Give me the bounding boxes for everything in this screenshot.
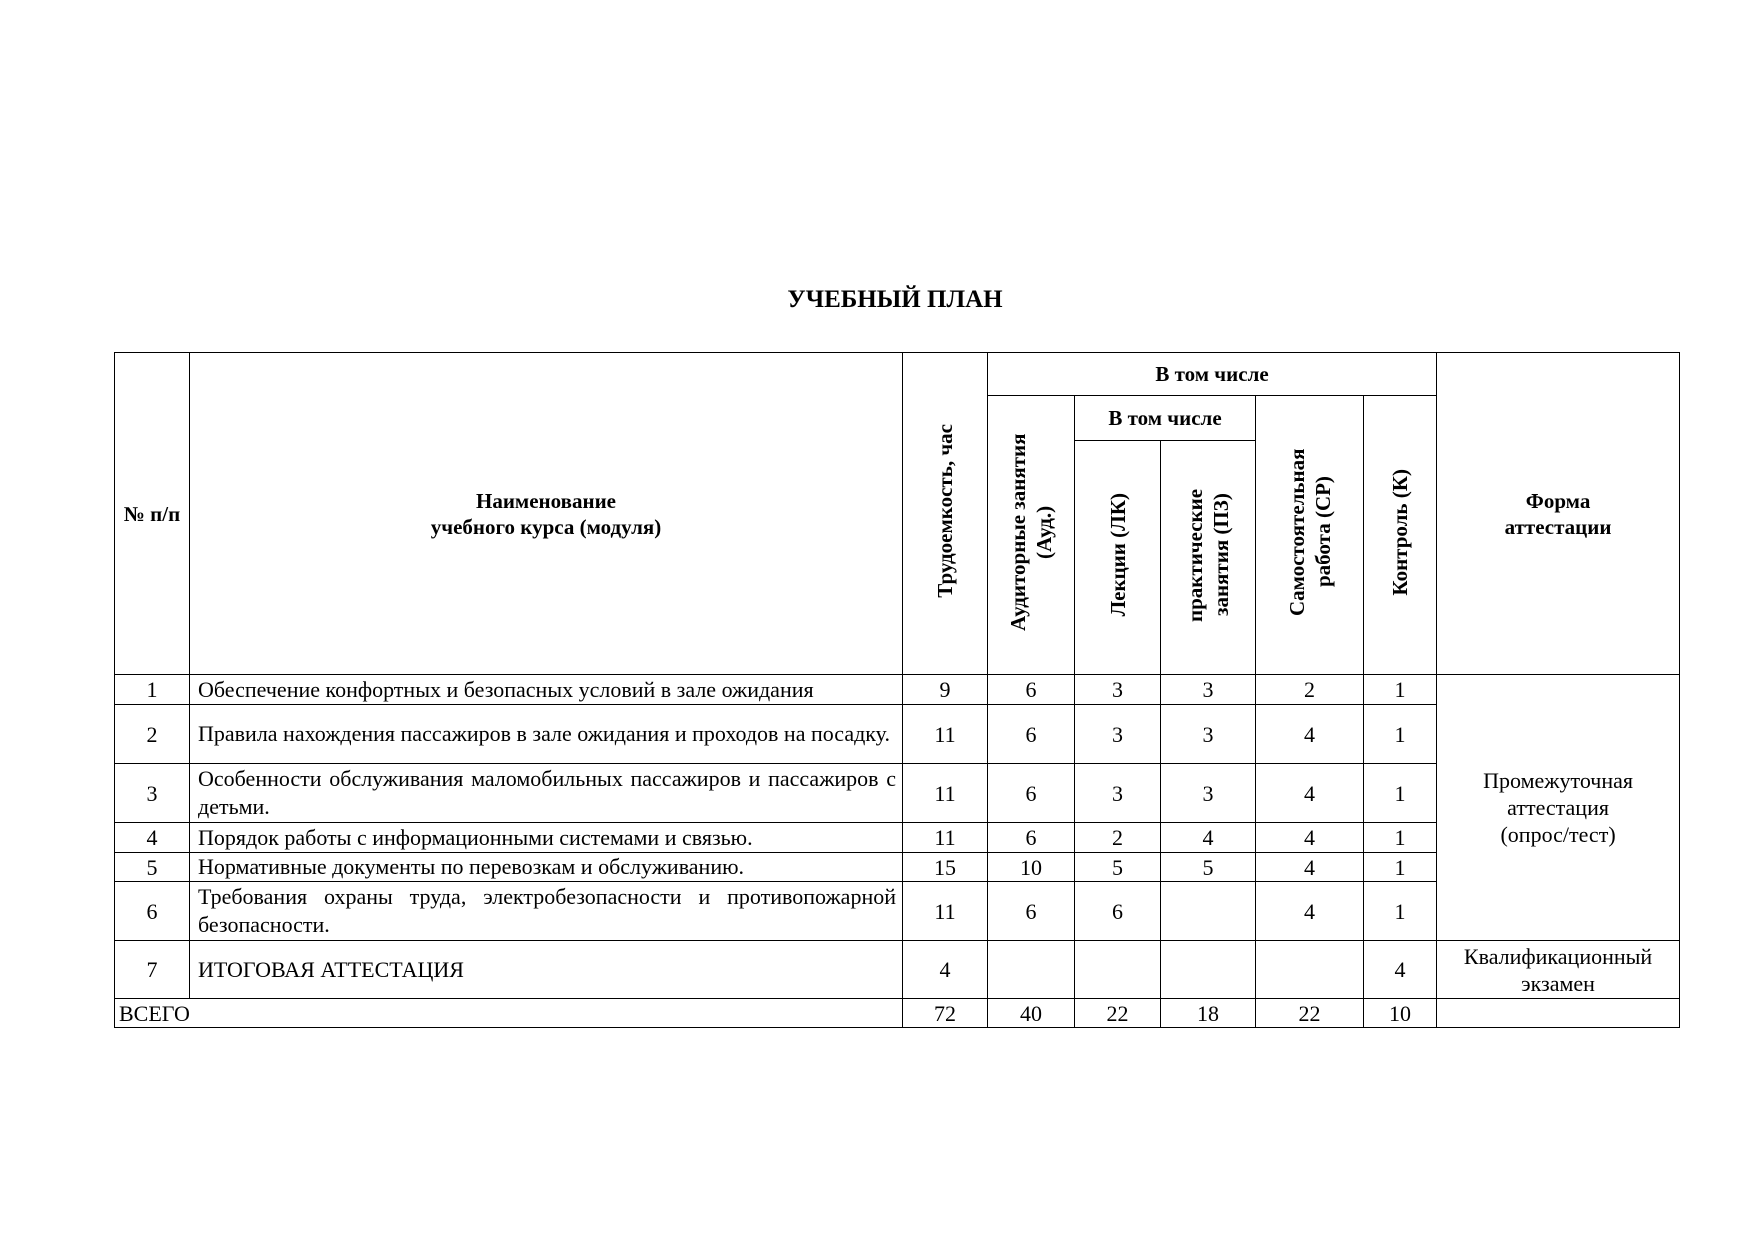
row-sr: 4 [1256,853,1364,882]
header-auditory [988,396,1075,675]
row-lk: 3 [1075,675,1161,705]
row-hours: 11 [903,882,988,941]
row-lk: 3 [1075,705,1161,764]
total-row [115,999,1680,1028]
row-k: 4 [1364,941,1437,999]
header-hours-label: Трудоемкость, час [933,423,957,598]
form-final-line2: экзамен [1521,970,1595,996]
header-selfwork-label: Самостоятельная работа (СР) [1284,448,1335,616]
row-sr [1256,941,1364,999]
row-aud [988,941,1075,999]
row-hours: 4 [903,941,988,999]
row-pz: 5 [1161,853,1256,882]
total-hours: 72 [903,999,988,1028]
row-num: 6 [115,882,190,941]
total-lk: 22 [1075,999,1161,1028]
row-pz: 4 [1161,823,1256,853]
form-intermediate-line3: (опрос/тест) [1500,822,1616,847]
row-num: 4 [115,823,190,853]
row-k: 1 [1364,675,1437,705]
header-control [1364,396,1437,675]
row-hours: 11 [903,823,988,853]
row-pz [1161,941,1256,999]
curriculum-table [114,352,1680,1028]
row-aud: 6 [988,675,1075,705]
row-name: Правила нахождения пассажиров в зале ожидания и проходов на посадку. [190,705,903,764]
header-hours [903,353,988,675]
header-form-line1: Форма [1525,488,1591,513]
row-hours: 11 [903,705,988,764]
row-num: 7 [115,941,190,999]
total-k: 10 [1364,999,1437,1028]
row-aud: 6 [988,823,1075,853]
header-form-line2: аттестации [1504,514,1612,539]
row-hours: 9 [903,675,988,705]
row-k: 1 [1364,882,1437,941]
row-num: 5 [115,853,190,882]
row-sr: 4 [1256,764,1364,823]
row-num: 2 [115,705,190,764]
row-pz: 3 [1161,705,1256,764]
form-intermediate-line1: Промежуточная [1483,768,1633,793]
row-pz [1161,882,1256,941]
row-lk: 5 [1075,853,1161,882]
row-sr: 2 [1256,675,1364,705]
row-name: Нормативные документы по перевозкам и обслуживанию. [190,853,903,882]
row-name: Особенности обслуживания маломобильных пассажиров и пассажиров с детьми. [190,764,903,823]
total-pz: 18 [1161,999,1256,1028]
header-including2: В том числе [1075,396,1256,441]
row-hours: 11 [903,764,988,823]
row-sr: 4 [1256,823,1364,853]
header-lectures-label: Лекции (ЛК) [1105,492,1130,617]
row-aud: 10 [988,853,1075,882]
total-sr: 22 [1256,999,1364,1028]
row-aud: 6 [988,764,1075,823]
header-form [1437,353,1680,675]
row-k: 1 [1364,853,1437,882]
row-k: 1 [1364,764,1437,823]
header-num: № п/п [115,353,190,675]
header-lectures [1075,441,1161,675]
row-name: ИТОГОВАЯ АТТЕСТАЦИЯ [190,941,903,999]
header-name-line2: учебного курса (модуля) [430,514,662,539]
table-row [115,675,1680,705]
header-auditory-label: Аудиторные занятия (Ауд.) [1006,433,1056,631]
row-hours: 15 [903,853,988,882]
header-control-label: Контроль (К) [1388,468,1413,596]
table-row [115,941,1680,999]
row-sr: 4 [1256,705,1364,764]
row-k: 1 [1364,823,1437,853]
row-aud: 6 [988,705,1075,764]
row-name: Обеспечение конфортных и безопасных условий в зале ожидания [190,675,903,705]
total-label: ВСЕГО [115,999,903,1028]
form-final-line1: Квалификационный [1463,943,1653,969]
header-practical [1161,441,1256,675]
row-aud: 6 [988,882,1075,941]
header-including: В том числе [988,353,1437,396]
row-name: Порядок работы с информационными системами и связью. [190,823,903,853]
row-sr: 4 [1256,882,1364,941]
row-lk: 2 [1075,823,1161,853]
row-lk: 6 [1075,882,1161,941]
total-aud: 40 [988,999,1075,1028]
header-selfwork [1256,396,1364,675]
row-lk: 3 [1075,764,1161,823]
document-title: УЧЕБНЫЙ ПЛАН [787,286,1003,313]
row-num: 1 [115,675,190,705]
form-intermediate [1437,675,1680,941]
row-pz: 3 [1161,675,1256,705]
row-lk [1075,941,1161,999]
header-name-line1: Наименование [476,488,616,513]
header-practical-label: практические занятия (ПЗ) [1183,487,1233,622]
row-pz: 3 [1161,764,1256,823]
form-intermediate-line2: аттестация [1507,795,1609,820]
row-name: Требования охраны труда, электробезопасности и противопожарной безопасности. [190,882,903,941]
total-form [1437,999,1680,1028]
row-num: 3 [115,764,190,823]
form-final [1437,941,1680,999]
header-name [190,353,903,675]
row-k: 1 [1364,705,1437,764]
